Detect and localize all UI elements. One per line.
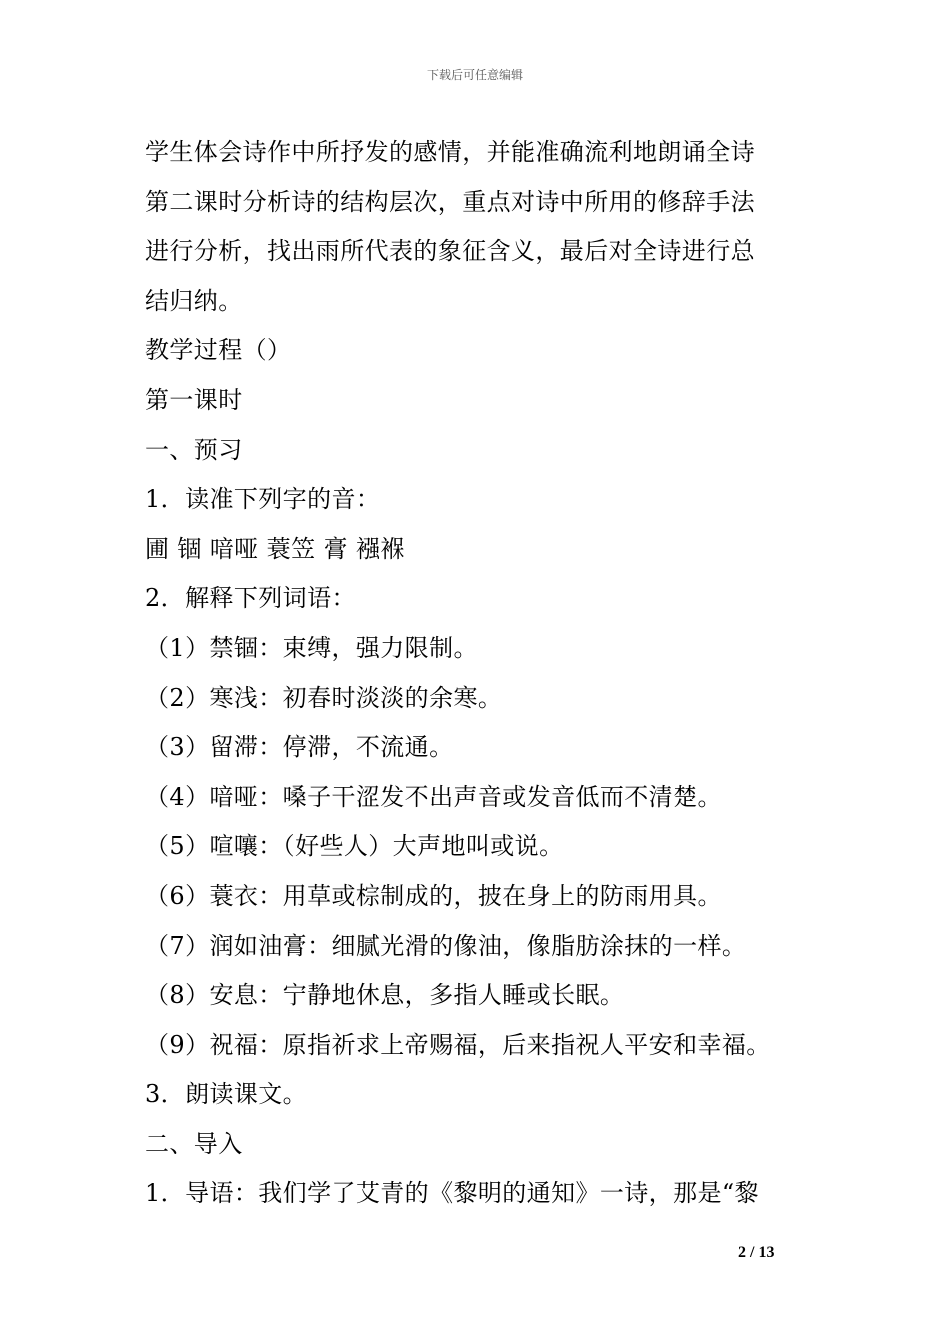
vocabulary-item: （8）安息：宁静地休息，多指人睡或长眠。 xyxy=(145,981,625,1010)
section-heading: 二、导入 xyxy=(145,1129,243,1158)
list-item: 2．解释下列词语： xyxy=(145,584,356,613)
paragraph-line: 学生体会诗作中所抒发的感情，并能准确流利地朗诵全诗 xyxy=(145,138,755,166)
page-header: 下载后可任意编辑 xyxy=(426,68,523,82)
document-body xyxy=(145,128,815,1219)
paragraph-line: 结归纳。 xyxy=(145,286,243,315)
vocabulary-item: （9）祝福：原指祈求上帝赐福，后来指祝人平安和幸福。 xyxy=(145,1030,771,1059)
paragraph-line: 进行分析，找出雨所代表的象征含义，最后对全诗进行总 xyxy=(145,237,755,266)
list-item: 1．读准下列字的音： xyxy=(145,485,381,514)
section-heading: 教学过程（） xyxy=(145,336,292,365)
section-heading: 第一课时 xyxy=(145,385,243,414)
pronunciation-characters: 圃 锢 喑哑 蓑笠 膏 襁褓 xyxy=(145,534,405,563)
page-number: 2 / 13 xyxy=(738,1244,775,1261)
list-item: 3．朗读课文。 xyxy=(145,1080,308,1109)
paragraph-line: 第二课时分析诗的结构层次，重点对诗中所用的修辞手法 xyxy=(145,187,755,216)
paragraph-line: 1．导语：我们学了艾青的《黎明的通知》一诗，那是“黎 xyxy=(145,1179,759,1208)
vocabulary-item: （7）润如油膏：细腻光滑的像油，像脂肪涂抹的一样。 xyxy=(145,931,747,960)
vocabulary-item: （5）喧嚷：（好些人）大声地叫或说。 xyxy=(145,832,564,861)
vocabulary-item: （1）禁锢：束缚，强力限制。 xyxy=(145,633,478,662)
vocabulary-item: （4）喑哑：嗓子干涩发不出声音或发音低而不清楚。 xyxy=(145,782,722,811)
vocabulary-item: （6）蓑衣：用草或棕制成的，披在身上的防雨用具。 xyxy=(145,881,722,910)
section-heading: 一、预习 xyxy=(145,435,243,464)
vocabulary-item: （3）留滞：停滞，不流通。 xyxy=(145,733,454,762)
vocabulary-item: （2）寒浅：初春时淡淡的余寒。 xyxy=(145,683,503,712)
